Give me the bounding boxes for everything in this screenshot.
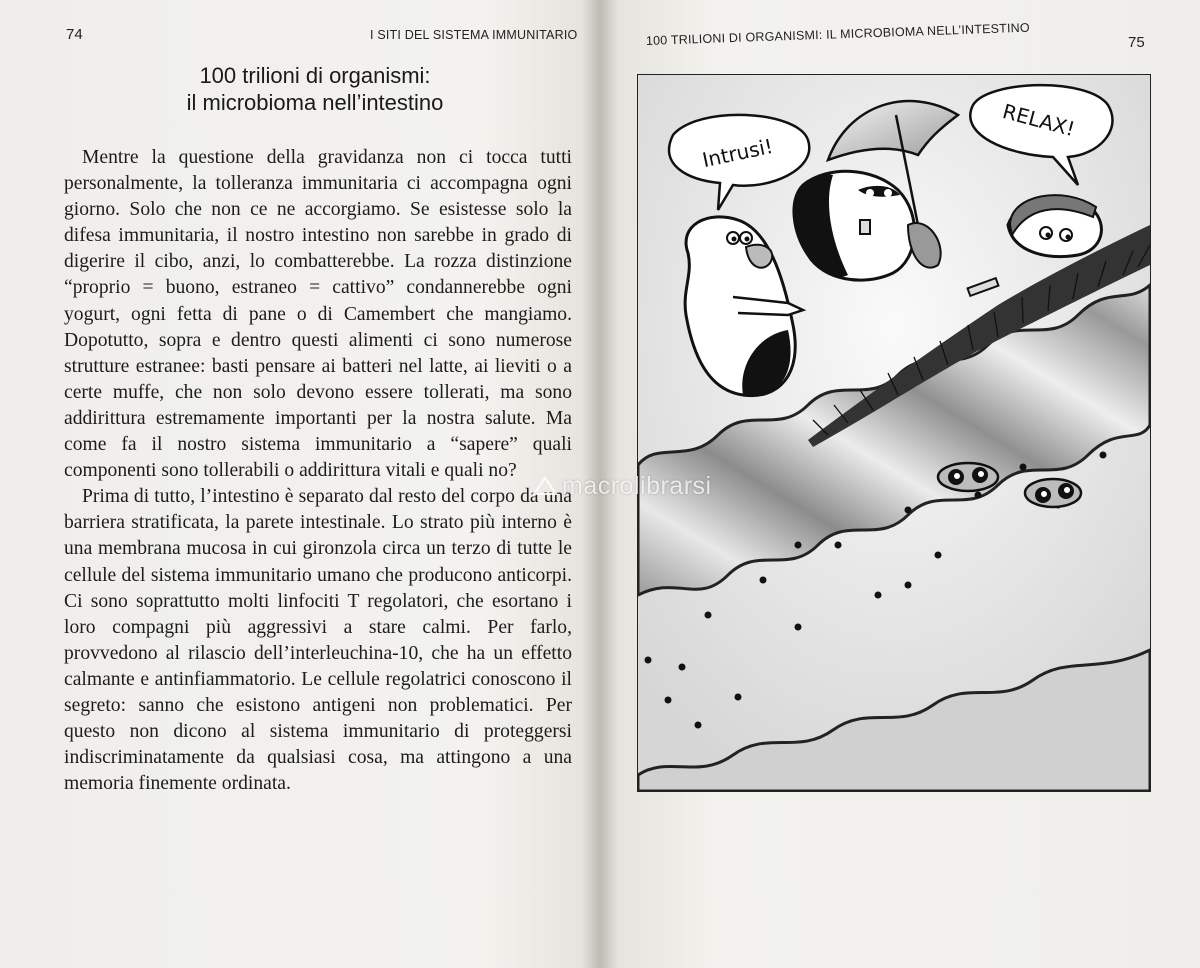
watermark-text: macrolibrarsi — [562, 472, 712, 500]
running-head-right: 100 TRILIONI DI ORGANISMI: IL MICROBIOMA NELL’INTESTINO — [645, 20, 1031, 48]
cartoon-drawing — [638, 75, 1150, 791]
bubble-left-text: Intrusi! — [700, 133, 775, 173]
page-number-right: 75 — [1128, 34, 1145, 51]
section-title — [60, 62, 570, 116]
body-text — [64, 145, 572, 797]
section-title-line1: 100 trilioni di organismi: — [199, 63, 431, 88]
cartoon-illustration — [637, 74, 1151, 792]
running-head-left: I SITI DEL SISTEMA IMMUNITARIO — [370, 28, 578, 42]
page-number-left: 74 — [66, 26, 83, 43]
macrolibrarsi-logo-icon — [532, 474, 558, 494]
bubble-right-text: RELAX! — [1000, 98, 1078, 142]
section-title-line2: il microbioma nell’intestino — [186, 90, 444, 115]
paragraph-1: Mentre la questione della gravidanza non ci tocca tutti personalmente, la tolleranza immunitaria ci accompagna ogni giorno. Solo che non ce ne accorgiamo. Se esistesse solo la difesa immunitaria, il nostro intestino non sarebbe in grado di digerire il cibo, anzi, lo combatterebbe. La rozza distinzione “proprio = buono, estraneo = cattivo” condannerebbe ogni yogurt, ogni fetta di pane o di Camembert che mangiamo. Dopotutto, sopra e dentro questi alimenti ci sono numerose strutture estranee: basti pensare ai batteri nel latte, ai lieviti o a certe muffe, che non solo devono essere tollerati, ma sono addirittura estremamente importanti per la nostra salute. Ma come fa il nostro sistema immunitario a “sapere” quali componenti sono tollerabili o addirittura vitali e quali no? — [64, 147, 572, 482]
paragraph-2: Prima di tutto, l’intestino è separato dal resto del corpo da una barriera stratificata, la parete intestinale. Lo strato più interno è una membrana mucosa in cui gironzola circa un terzo di tutte le cellule del sistema immunitario umano che producono anticorpi. Ci sono soprattutto molti linfociti T regolatori, che esortano i loro compagni più aggressivi a stare calmi. Per farlo, provvedono al rilascio dell’interleuchina-10, che ha un effetto calmante e antinfiammatorio. Le cellule regolatrici conoscono il segreto: sanno che esistono antigeni non problematici. Per questo non dicono al sistema immunitario di proteggersi indiscriminatamente da qualsiasi cosa, ma attingono a una memoria finemente ordinata. — [64, 486, 572, 795]
watermark — [532, 472, 712, 501]
